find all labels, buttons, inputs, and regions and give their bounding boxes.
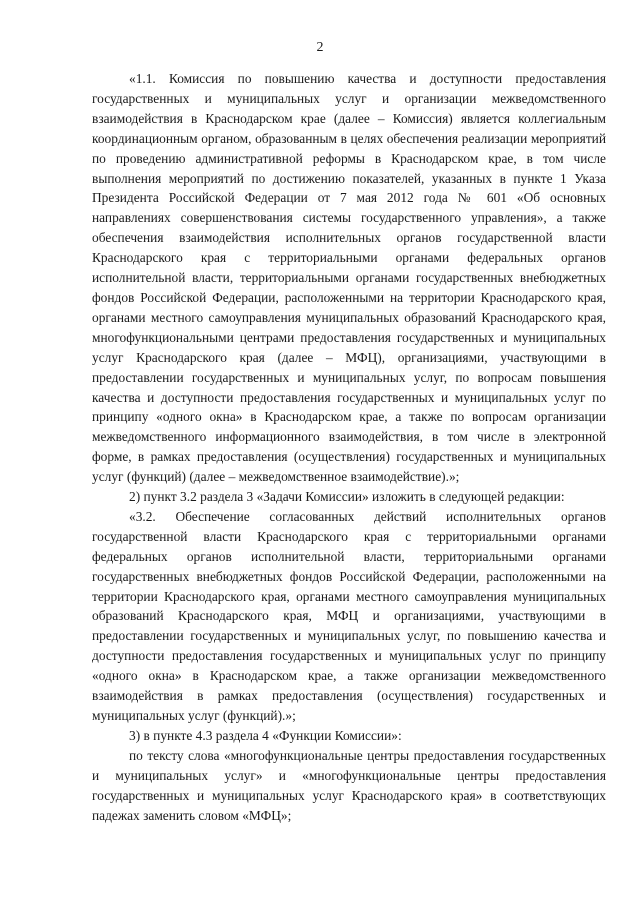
document-body bbox=[92, 69, 606, 825]
paragraph-replacement-text: по тексту слова «многофункциональные центры предоставления государственных и муниципальных услуг» и «многофункциональные центры предоставления государственных и муниципальных услуг Краснодарского края» в соответствующих падежах заменить словом «МФЦ»; bbox=[92, 747, 606, 823]
paragraph-item-2-intro: 2) пункт 3.2 раздела 3 «Задачи Комиссии» изложить в следующей редакции: bbox=[129, 489, 565, 505]
paragraph-item-3-intro: 3) в пункте 4.3 раздела 4 «Функции Комиссии»: bbox=[129, 727, 402, 743]
paragraph-item-3-2-text: «3.2. Обеспечение согласованных действий исполнительных органов государственной власти Краснодарского края с территориальными органами федеральных органов исполнительной власти, территориальными органами государственных внебюджетных фондов Российской Федерации, расположенными на территории Краснодарского края, органами местного самоуправления муниципальных образований Краснодарского края, МФЦ и организациями, участвующими в предоставлении государственных и муниципальных услуг, по повышению качества и доступности предоставления государственных и муниципальных услуг по принципу «одного окна» в Краснодарском крае, а также организации межведомственного взаимодействия в рамках предоставления (осуществления) государственных и муниципальных услуг (функций).»; bbox=[92, 508, 606, 723]
page-number: 2 bbox=[316, 40, 324, 55]
paragraph-commission-definition: «1.1. Комиссия по повышению качества и доступности предоставления государственных и муниципальных услуг и организации межведомственного взаимодействия в Краснодарском крае (далее – Комиссия) является коллегиальным координационным органом, образованным в целях обеспечения реализации мероприятий по проведению административной реформы в Краснодарском крае, в том числе выполнения мероприятий по достижению показателей, указанных в пункте 1 Указа Президента Российской Федерации от 7 мая 2012 года № 601 «Об основных направлениях совершенствования системы государственного управления», а также обеспечения взаимодействия исполнительных органов государственной власти Краснодарского края с территориальными органами федеральных органов исполнительной власти, территориальными органами государственных внебюджетных фондов Российской Федерации, расположенными на территории Краснодарского края, органами местного самоуправления муниципальных образований Краснодарского края, многофункциональными центрами предоставления государственных и муниципальных услуг Краснодарского края (далее – МФЦ), организациями, участвующими в предоставлении государственных и муниципальных услуг, по вопросам повышения качества и доступности предоставления государственных и муниципальных услуг по принципу «одного окна» в Краснодарском крае, а также по вопросам организации межведомственного информационного взаимодействия, в том числе в электронной форме, в рамках предоставления (осуществления) государственных и муниципальных услуг (функций) (далее – межведомственное взаимодействие).»; bbox=[92, 71, 606, 485]
